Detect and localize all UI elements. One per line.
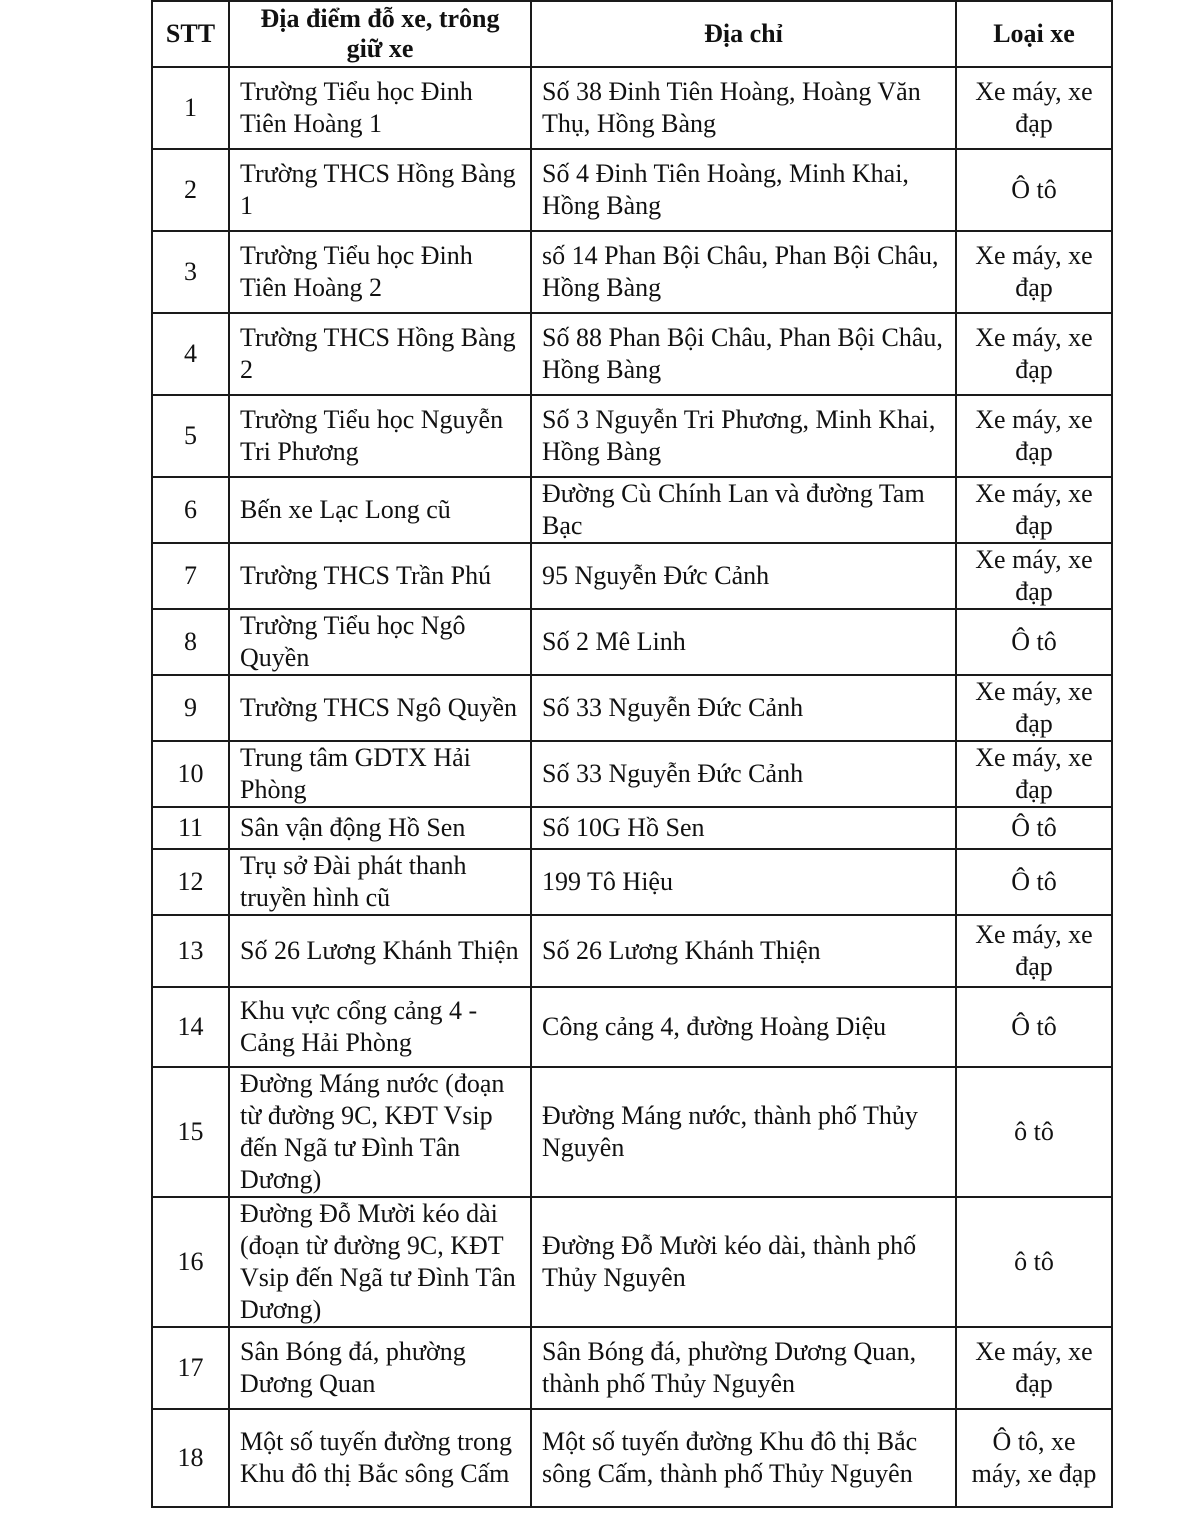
row-location: Trường THCS Ngô Quyền [229, 675, 531, 741]
row-stt: 6 [152, 477, 229, 543]
row-address: Số 38 Đinh Tiên Hoàng, Hoàng Văn Thụ, Hồng Bàng [531, 67, 956, 149]
row-address: Số 33 Nguyễn Đức Cảnh [531, 675, 956, 741]
row-address: Đường Đỗ Mười kéo dài, thành phố Thủy Nguyên [531, 1197, 956, 1327]
row-stt: 12 [152, 849, 229, 915]
row-location: Bến xe Lạc Long cũ [229, 477, 531, 543]
row-vehicle-type: Xe máy, xe đạp [956, 915, 1112, 987]
row-location: Trường THCS Trần Phú [229, 543, 531, 609]
row-stt: 2 [152, 149, 229, 231]
row-vehicle-type: Ô tô [956, 149, 1112, 231]
header-location: Địa điểm đỗ xe, trông giữ xe [229, 1, 531, 67]
row-stt: 14 [152, 987, 229, 1067]
table-row [152, 395, 1112, 477]
table-header-row [152, 1, 1112, 67]
row-stt: 8 [152, 609, 229, 675]
row-vehicle-type: Xe máy, xe đạp [956, 477, 1112, 543]
table-row [152, 807, 1112, 849]
row-address: 199 Tô Hiệu [531, 849, 956, 915]
table-row [152, 67, 1112, 149]
row-address: 95 Nguyễn Đức Cảnh [531, 543, 956, 609]
row-stt: 3 [152, 231, 229, 313]
row-location: Một số tuyến đường trong Khu đô thị Bắc sông Cấm [229, 1409, 531, 1507]
header-vehicle-type: Loại xe [956, 1, 1112, 67]
row-address: Số 3 Nguyễn Tri Phương, Minh Khai, Hồng Bàng [531, 395, 956, 477]
row-location: Số 26 Lương Khánh Thiện [229, 915, 531, 987]
row-vehicle-type: Xe máy, xe đạp [956, 67, 1112, 149]
table-row [152, 1067, 1112, 1197]
row-address: Công cảng 4, đường Hoàng Diệu [531, 987, 956, 1067]
row-stt: 18 [152, 1409, 229, 1507]
row-stt: 13 [152, 915, 229, 987]
row-vehicle-type: Xe máy, xe đạp [956, 1327, 1112, 1409]
row-vehicle-type: Ô tô [956, 609, 1112, 675]
table-row [152, 477, 1112, 543]
row-address: Số 88 Phan Bội Châu, Phan Bội Châu, Hồng Bàng [531, 313, 956, 395]
row-address: số 14 Phan Bội Châu, Phan Bội Châu, Hồng Bàng [531, 231, 956, 313]
row-vehicle-type: Xe máy, xe đạp [956, 231, 1112, 313]
table-row [152, 149, 1112, 231]
table-row [152, 1197, 1112, 1327]
row-vehicle-type: ô tô [956, 1197, 1112, 1327]
row-address: Một số tuyến đường Khu đô thị Bắc sông Cấm, thành phố Thủy Nguyên [531, 1409, 956, 1507]
row-stt: 7 [152, 543, 229, 609]
row-stt: 16 [152, 1197, 229, 1327]
row-location: Sân Bóng đá, phường Dương Quan [229, 1327, 531, 1409]
row-location: Trụ sở Đài phát thanh truyền hình cũ [229, 849, 531, 915]
row-address: Đường Máng nước, thành phố Thủy Nguyên [531, 1067, 956, 1197]
row-vehicle-type: Xe máy, xe đạp [956, 313, 1112, 395]
row-stt: 11 [152, 807, 229, 849]
parking-locations-table [151, 0, 1113, 1508]
row-vehicle-type: ô tô [956, 1067, 1112, 1197]
table-row [152, 1409, 1112, 1507]
row-address: Số 26 Lương Khánh Thiện [531, 915, 956, 987]
row-address: Số 33 Nguyễn Đức Cảnh [531, 741, 956, 807]
header-address: Địa chỉ [531, 1, 956, 67]
row-vehicle-type: Xe máy, xe đạp [956, 395, 1112, 477]
table-row [152, 987, 1112, 1067]
row-vehicle-type: Xe máy, xe đạp [956, 741, 1112, 807]
header-stt: STT [152, 1, 229, 67]
row-location: Trường THCS Hồng Bàng 1 [229, 149, 531, 231]
row-address: Đường Cù Chính Lan và đường Tam Bạc [531, 477, 956, 543]
row-location: Sân vận động Hồ Sen [229, 807, 531, 849]
row-stt: 17 [152, 1327, 229, 1409]
table-row [152, 1327, 1112, 1409]
row-vehicle-type: Ô tô [956, 807, 1112, 849]
row-vehicle-type: Ô tô [956, 987, 1112, 1067]
row-location: Trường Tiểu học Đinh Tiên Hoàng 1 [229, 67, 531, 149]
row-location: Trường THCS Hồng Bàng 2 [229, 313, 531, 395]
table-row [152, 313, 1112, 395]
row-stt: 4 [152, 313, 229, 395]
row-location: Đường Máng nước (đoạn từ đường 9C, KĐT Vsip đến Ngã tư Đình Tân Dương) [229, 1067, 531, 1197]
row-location: Trung tâm GDTX Hải Phòng [229, 741, 531, 807]
row-vehicle-type: Xe máy, xe đạp [956, 543, 1112, 609]
row-stt: 10 [152, 741, 229, 807]
table-row [152, 741, 1112, 807]
row-vehicle-type: Ô tô [956, 849, 1112, 915]
row-address: Số 2 Mê Linh [531, 609, 956, 675]
row-address: Sân Bóng đá, phường Dương Quan, thành phố Thủy Nguyên [531, 1327, 956, 1409]
row-location: Trường Tiểu học Ngô Quyền [229, 609, 531, 675]
row-location: Khu vực cổng cảng 4 - Cảng Hải Phòng [229, 987, 531, 1067]
row-stt: 15 [152, 1067, 229, 1197]
row-address: Số 10G Hồ Sen [531, 807, 956, 849]
row-address: Số 4 Đinh Tiên Hoàng, Minh Khai, Hồng Bàng [531, 149, 956, 231]
row-stt: 5 [152, 395, 229, 477]
table-row [152, 609, 1112, 675]
table-row [152, 543, 1112, 609]
table-row [152, 231, 1112, 313]
table-row [152, 675, 1112, 741]
row-vehicle-type: Xe máy, xe đạp [956, 675, 1112, 741]
row-location: Trường Tiểu học Nguyễn Tri Phương [229, 395, 531, 477]
row-stt: 9 [152, 675, 229, 741]
row-location: Đường Đỗ Mười kéo dài (đoạn từ đường 9C, KĐT Vsip đến Ngã tư Đình Tân Dương) [229, 1197, 531, 1327]
row-vehicle-type: Ô tô, xe máy, xe đạp [956, 1409, 1112, 1507]
table-row [152, 849, 1112, 915]
row-stt: 1 [152, 67, 229, 149]
table-row [152, 915, 1112, 987]
row-location: Trường Tiểu học Đinh Tiên Hoàng 2 [229, 231, 531, 313]
